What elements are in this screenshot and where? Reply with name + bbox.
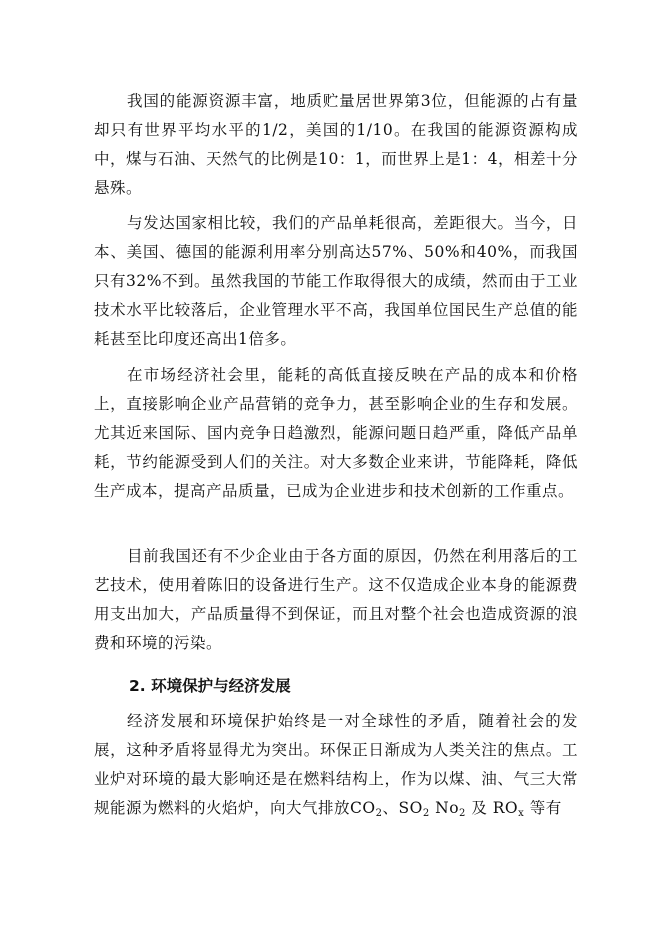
paragraph-energy-consumption: 与发达国家相比较，我们的产品单耗很高，差距很大。当今，日本、美国、德国的能源利用率分别高达57%、50%和40%，而我国只有32%不到。虽然我国的节能工作取得很大的成绩，然而由于工业技术水平比较落后，企业管理水平不高，我国单位国民生产总值的能耗甚至比印度还高出1倍多。 — [94, 214, 578, 348]
paragraph-market-economy: 在市场经济社会里，能耗的高低直接反映在产品的成本和价格上，直接影响企业产品营销的竞争力，甚至影响企业的生存和发展。尤其近来国际、国内竞争日趋激烈，能源问题日趋严重，降低产品单耗，节约能源受到人们的关注。对大多数企业来讲，节能降耗，降低生产成本，提高产品质量，已成为企业进步和技术创新的工作重点。 — [94, 366, 578, 500]
section-heading: 2. 环境保护与经济发展 — [129, 677, 291, 695]
so2-formula: $SO_2$ — [398, 799, 430, 819]
co2-formula: $CO_2$ — [350, 799, 383, 819]
rox-formula: $RO_x$ — [492, 799, 525, 819]
paragraph-environment: 经济发展和环境保护始终是一对全球性的矛盾，随着社会的发展，这种矛盾将显得尤为突出。环保正日渐成为人类关注的焦点。工业炉对环境的最大影响还是在燃料结构上，作为以煤、油、气三大常规能源为燃料的火焰炉，向大气排放$CO_2$、$SO_2$ $No_2$ 及 $RO_x$ 等有 — [94, 712, 578, 819]
no2-formula: $No_2$ — [435, 799, 466, 819]
paragraph-outdated-technology: 目前我国还有不少企业由于各方面的原因，仍然在利用落后的工艺技术，使用着陈旧的设备进行生产。这不仅造成企业本身的能源费用支出加大，产品质量得不到保证，而且对整个社会也造成资源的浪费和环境的污染。 — [94, 547, 578, 652]
paragraph-environment-text: 经济发展和环境保护始终是一对全球性的矛盾，随着社会的发展，这种矛盾将显得尤为突出。环保正日渐成为人类关注的焦点。工业炉对环境的最大影响还是在燃料结构上，作为以煤、油、气三大常规能源为燃料的火焰炉，向大气排放 — [94, 712, 578, 817]
paragraph-energy-resources: 我国的能源资源丰富，地质贮量居世界第3位，但能源的占有量却只有世界平均水平的1/2，美国的1/10。在我国的能源资源构成中，煤与石油、天然气的比例是10：1，而世界上是1：4，相差十分悬殊。 — [94, 92, 578, 197]
